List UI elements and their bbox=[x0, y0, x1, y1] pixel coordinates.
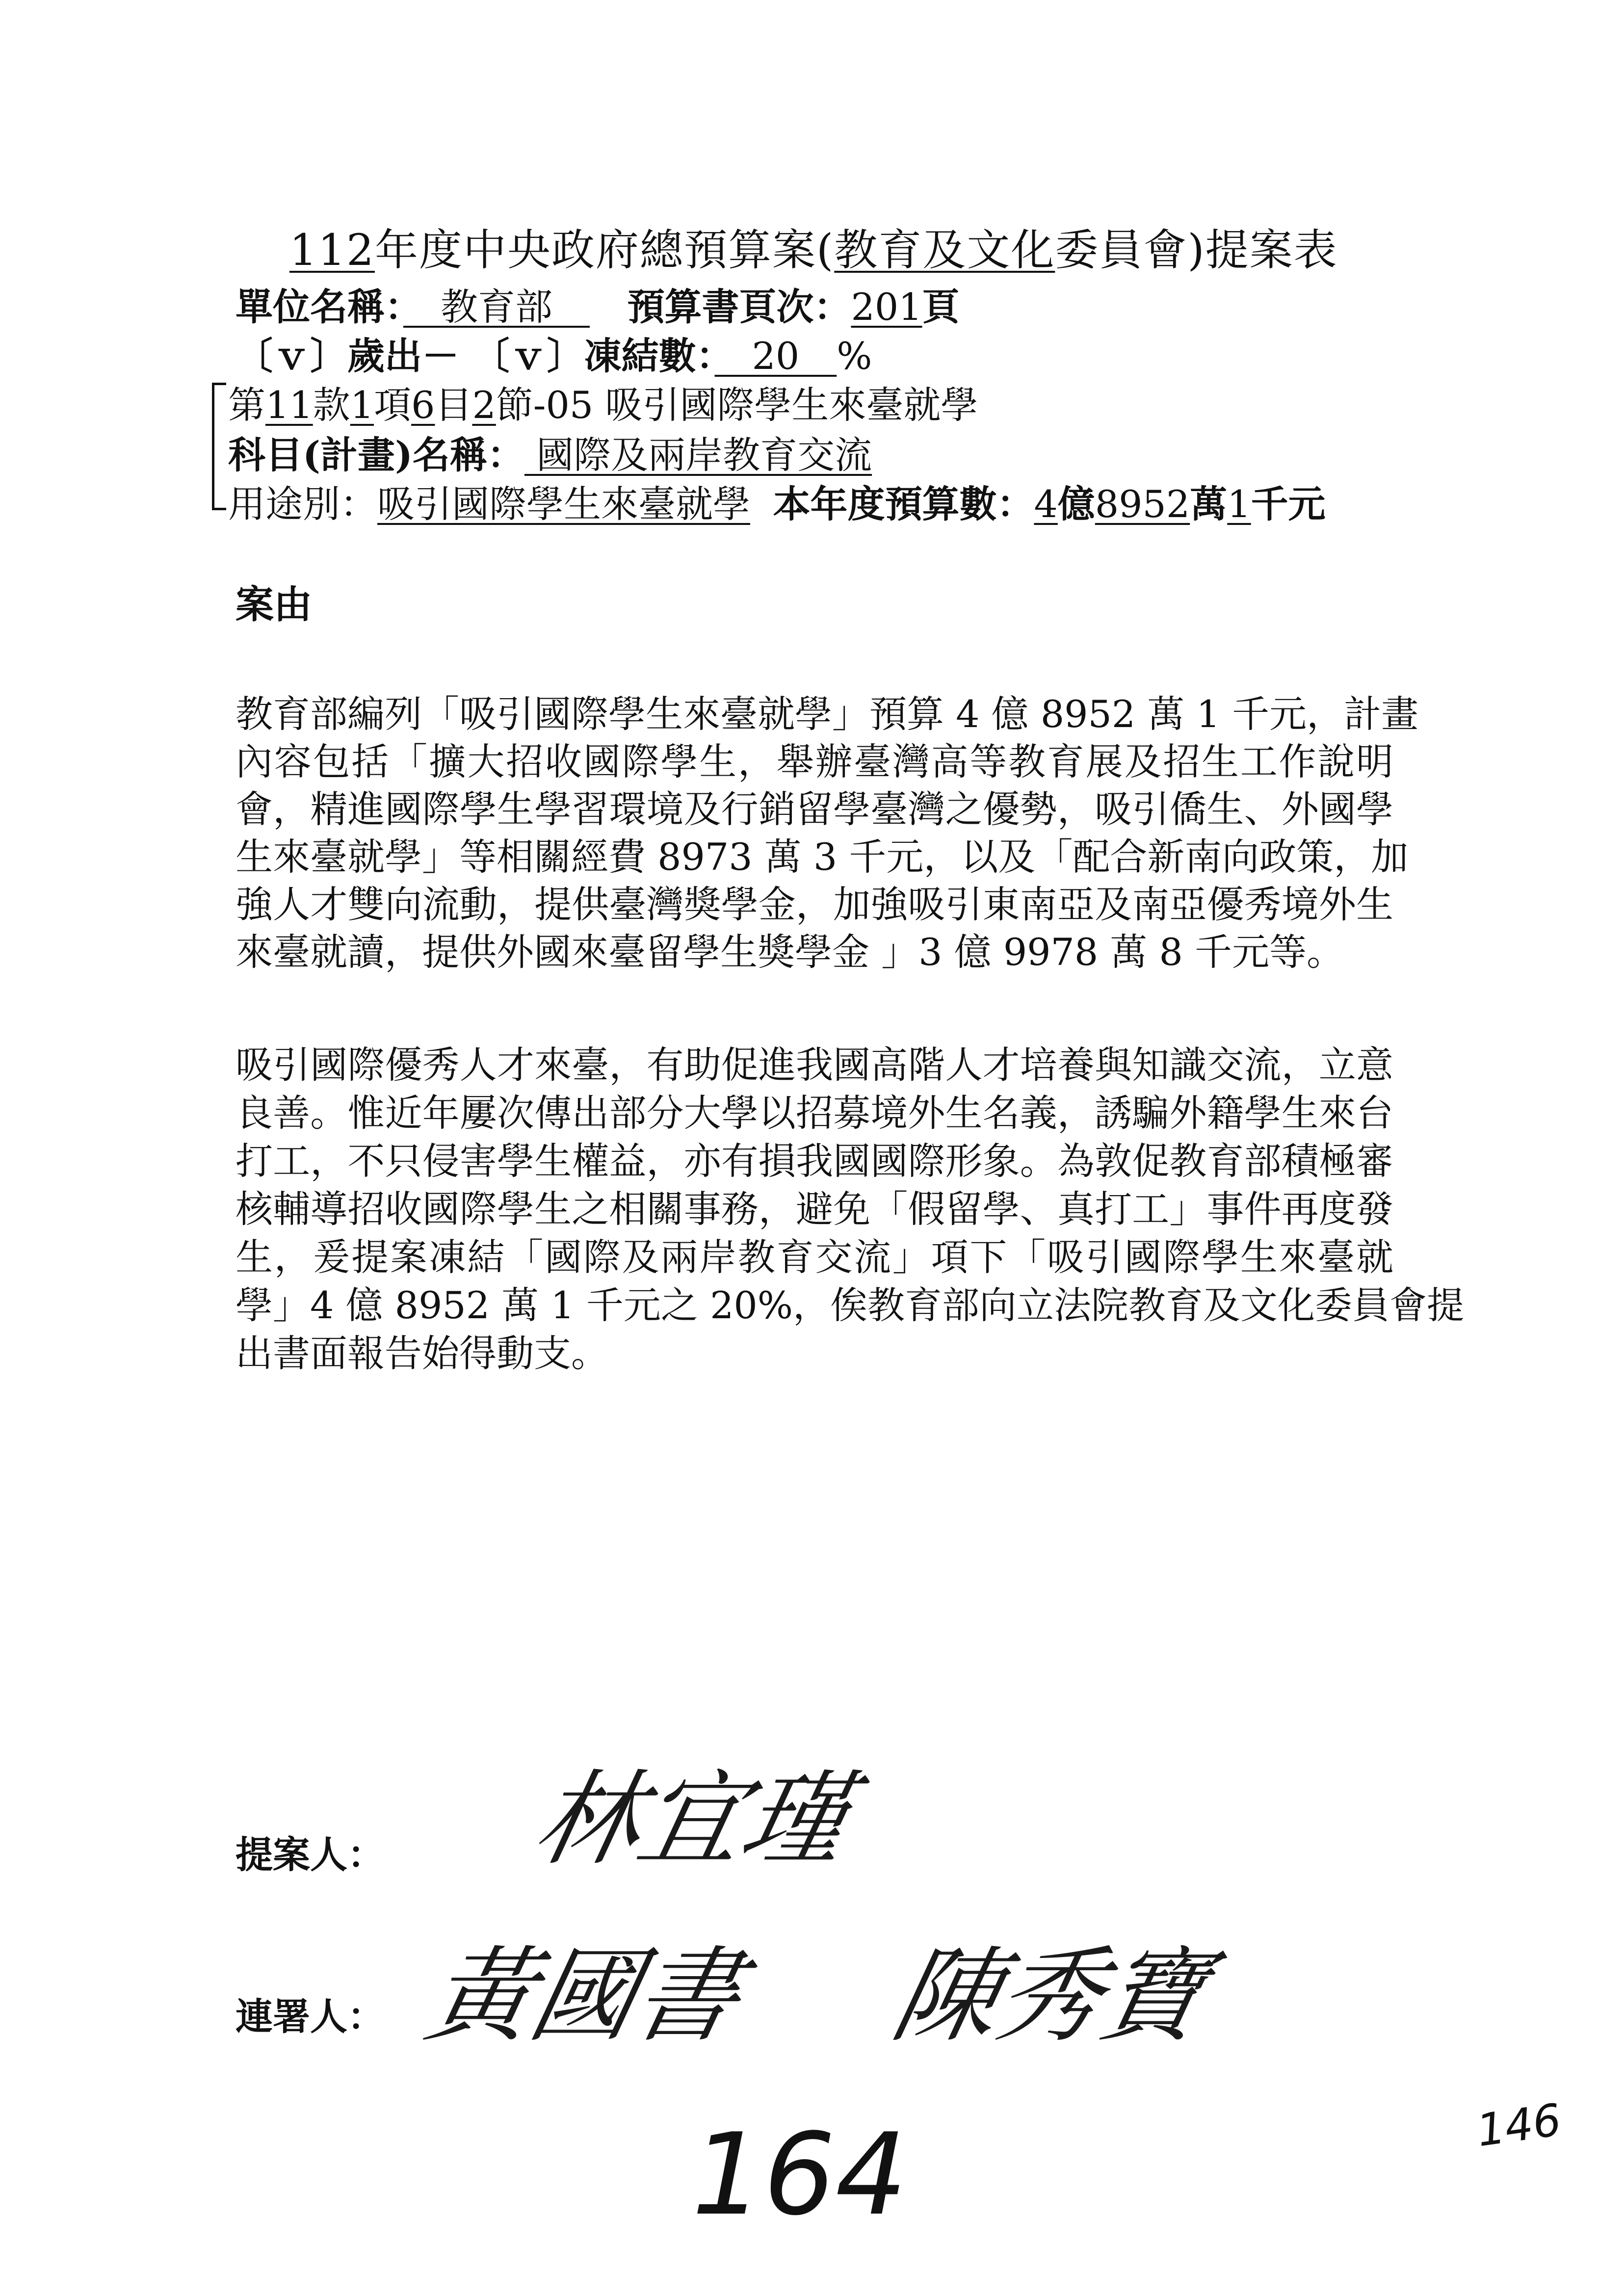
handwritten-page-number: 164 bbox=[692, 2110, 907, 2241]
proposer-label: 提案人： bbox=[236, 1833, 385, 1877]
paragraph-line: 會，精進國際學生學習環境及行銷留學臺灣之優勢，吸引僑生、外國學 bbox=[236, 787, 1393, 831]
subject-value: 國際及兩岸教育交流 bbox=[524, 433, 872, 477]
yi-label: 億 bbox=[1057, 482, 1095, 526]
paragraph-line: 內容包括「擴大招收國際學生，舉辦臺灣高等教育展及招生工作說明 bbox=[236, 740, 1393, 783]
freeze-check: 〔ｖ〕凍結數： bbox=[472, 334, 715, 378]
cosigner-label: 連署人： bbox=[236, 1995, 385, 2038]
unit-value: 教育部 bbox=[403, 285, 590, 329]
subject-label: 科目(計畫)名稱： bbox=[228, 433, 524, 477]
budget-yi: 4 bbox=[1034, 482, 1058, 526]
document-title bbox=[289, 216, 1338, 278]
usage-label: 用途別： bbox=[228, 482, 377, 526]
title-prefix: 年度中央政府總預算案( bbox=[374, 225, 835, 275]
budget-wan: 8952 bbox=[1095, 482, 1190, 526]
budget-qian: 1 bbox=[1227, 482, 1251, 526]
xiang-label: 項 bbox=[374, 383, 412, 427]
title-committee: 教育及文化 bbox=[834, 225, 1055, 275]
title-suffix: 委員會)提案表 bbox=[1055, 225, 1338, 275]
budget-label: 本年度預算數： bbox=[773, 482, 1034, 526]
xiang-value: 1 bbox=[350, 383, 374, 427]
expenditure-check: 〔ｖ〕歲出－ bbox=[236, 334, 459, 378]
paragraph-line: 學」4 億 8952 萬 1 千元之 20%，俟教育部向立法院教育及文化委員會提 bbox=[236, 1283, 1464, 1327]
paragraph-line: 核輔導招收國際學生之相關事務，避免「假留學、真打工」事件再度發 bbox=[236, 1187, 1393, 1231]
item-row bbox=[228, 375, 978, 429]
page-label: 預算書頁次： bbox=[627, 285, 851, 329]
freeze-value: 20 bbox=[714, 334, 837, 378]
usage-row bbox=[228, 474, 1326, 528]
kuan-value: 11 bbox=[265, 383, 313, 427]
usage-value: 吸引國際學生來臺就學 bbox=[377, 482, 750, 526]
unit-row bbox=[236, 277, 960, 331]
paragraph-line: 打工，不只侵害學生權益，亦有損我國國際形象。為敦促教育部積極審 bbox=[236, 1139, 1393, 1183]
paragraph-line: 生，爰提案凍結「國際及兩岸教育交流」項下「吸引國際學生來臺就 bbox=[236, 1235, 1393, 1279]
paragraph-line: 出書面報告始得動支。 bbox=[236, 1331, 608, 1375]
qian-label: 千元 bbox=[1251, 482, 1326, 526]
page-unit: 頁 bbox=[922, 285, 960, 329]
cosigner-signature-2: 陳秀寶 bbox=[883, 1936, 1218, 2056]
mu-value: 6 bbox=[411, 383, 435, 427]
jie-value: 2 bbox=[472, 383, 496, 427]
freeze-row bbox=[236, 326, 872, 380]
paragraph-line: 良善。惟近年屢次傳出部分大學以招募境外生名義，誘騙外籍學生來台 bbox=[236, 1091, 1393, 1135]
paragraph-line: 來臺就讀，提供外國來臺留學生獎學金 」3 億 9978 萬 8 千元等。 bbox=[236, 930, 1344, 974]
paragraph-line: 教育部編列「吸引國際學生來臺就學」預算 4 億 8952 萬 1 千元，計畫 bbox=[236, 692, 1419, 736]
kuan-label: 款 bbox=[313, 383, 350, 427]
handwritten-corner-number: 146 bbox=[1473, 2094, 1565, 2157]
paragraph-line: 生來臺就學」等相關經費 8973 萬 3 千元，以及「配合新南向政策，加 bbox=[236, 835, 1409, 879]
unit-label: 單位名稱： bbox=[236, 285, 403, 329]
proposer-signature: 林宜瑾 bbox=[525, 1759, 860, 1879]
item-prefix: 第 bbox=[228, 383, 265, 427]
jie-label: 節-05 吸引國際學生來臺就學 bbox=[496, 383, 978, 427]
subject-row bbox=[228, 425, 872, 479]
freeze-unit: % bbox=[837, 334, 872, 378]
item-bracket bbox=[212, 383, 226, 510]
page-value: 201 bbox=[851, 285, 922, 329]
paragraph-line: 吸引國際優秀人才來臺，有助促進我國高階人才培養與知識交流，立意 bbox=[236, 1043, 1393, 1087]
mu-label: 目 bbox=[435, 383, 472, 427]
wan-label: 萬 bbox=[1190, 482, 1228, 526]
cosigner-signature-1: 黃國書 bbox=[417, 1936, 752, 2056]
paragraph-line: 強人才雙向流動，提供臺灣獎學金，加強吸引東南亞及南亞優秀境外生 bbox=[236, 883, 1393, 926]
section-title: 案由 bbox=[236, 582, 313, 627]
title-year: 112 bbox=[289, 225, 375, 275]
